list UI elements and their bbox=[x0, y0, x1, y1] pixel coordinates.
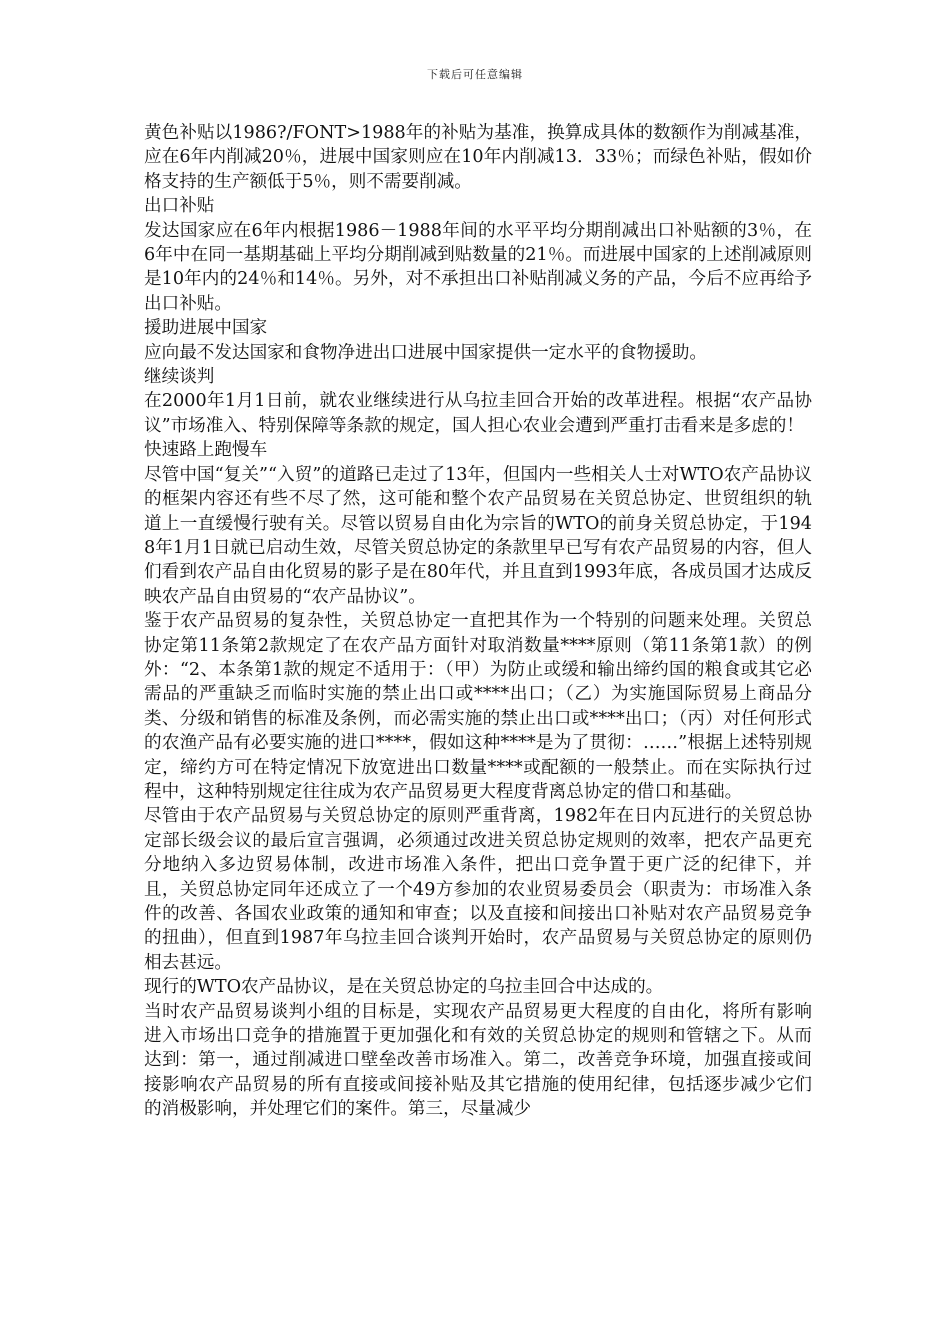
paragraph-current-agreement: 现行的WTO农产品协议，是在关贸总协定的乌拉圭回合中达成的。 bbox=[144, 977, 664, 998]
heading-continued-negotiation: 继续谈判 bbox=[144, 367, 215, 388]
heading-slow-car-fast-road: 快速路上跑慢车 bbox=[144, 440, 268, 461]
paragraph-gatt-history: 尽管中国“复关”“入贸”的道路已走过了13年，但国内一些相关人士对WTO农产品协议的框架内容还有些不尽了然，这可能和整个农产品贸易在关贸总协定、世贸组织的轨道上一直缓慢行驶有关。尽管以贸易自由化为宗旨的WTO的前身关贸总协定，于1948年1月1日就已启动生效，尽管关贸总协定的条款里早已写有农产品贸易的内容，但人们看到农产品自由化贸易的影子是在80年代，并且直到1993年底，各成员国才达成反映农产品自由贸易的“农产品协议”。 bbox=[144, 464, 812, 607]
page-header-note: 下载后可任意编辑 bbox=[427, 68, 523, 81]
paragraph-continued-negotiation: 在2000年1月1日前，就农业继续进行从乌拉圭回合开始的改革进程。根据“农产品协议”市场准入、特别保障等条款的规定，国人担心农业会遭到严重打击看来是多虑的！ bbox=[144, 391, 812, 436]
heading-aid-developing: 援助进展中国家 bbox=[144, 318, 268, 339]
document-body bbox=[144, 121, 812, 1122]
paragraph-1982-ministerial: 尽管由于农产品贸易与关贸总协定的原则严重背离，1982年在日内瓦进行的关贸总协定部长级会议的最后宣言强调，必须通过改进关贸总协定规则的效率，把农产品更充分地纳入多边贸易体制，改进市场准入条件，把出口竞争置于更广泛的纪律下，并且，关贸总协定同年还成立了一个49方参加的农业贸易委员会（职责为：市场准入条件的改善、各国农业政策的通知和审查；以及直接和间接出口补贴对农产品贸易竞争的扭曲），但直到1987年乌拉圭回合谈判开始时，农产品贸易与关贸总协定的原则仍相去甚远。 bbox=[144, 806, 812, 973]
paragraph-green-subsidy: 黄色补贴以1986?/FONT>1988年的补贴为基准，换算成具体的数额作为削减基准，应在6年内削减20％，进展中国家则应在10年内削减13．33％；而绿色补贴，假如价格支持的生产额低于5％，则不需要削减。 bbox=[144, 123, 812, 192]
paragraph-negotiation-goals: 当时农产品贸易谈判小组的目标是，实现农产品贸易更大程度的自由化，将所有影响进入市场出口竞争的措施置于更加强化和有效的关贸总协定的规则和管辖之下。从而达到：第一，通过削减进口壁垒改善市场准入。第二，改善竞争环境，加强直接或间接影响农产品贸易的所有直接或间接补贴及其它措施的使用纪律，包括逐步减少它们的消极影响，并处理它们的案件。第三，尽量减少 bbox=[144, 1001, 812, 1120]
paragraph-food-aid: 应向最不发达国家和食物净进出口进展中国家提供一定水平的食物援助。 bbox=[144, 342, 708, 363]
paragraph-article-11: 鉴于农产品贸易的复杂性，关贸总协定一直把其作为一个特别的问题来处理。关贸总协定第11条第2款规定了在农产品方面针对取消数量****原则（第11条第1款）的例外：“2、本条第1款的规定不适用于：（甲）为防止或缓和输出缔约国的粮食或其它必需品的严重缺乏而临时实施的禁止出口或****出口；（乙）为实施国际贸易上商品分类、分级和销售的标准及条例，而必需实施的禁止出口或****出口；（丙）对任何形式的农渔产品有必要实施的进口****，假如这种****是为了贯彻：……”根据上述特别规定，缔约方可在特定情况下放宽进出口数量****或配额的一般禁止。而在实际执行过程中，这种特别规定往往成为农产品贸易更大程度背离总协定的借口和基础。 bbox=[144, 611, 812, 802]
heading-export-subsidy: 出口补贴 bbox=[144, 196, 215, 217]
paragraph-export-subsidy: 发达国家应在6年内根据1986－1988年间的水平平均分期削减出口补贴额的3％，在6年中在同一基期基础上平均分期削减到贴数量的21％。而进展中国家的上述削减原则是10年内的24％和14％。另外，对不承担出口补贴削减义务的产品，今后不应再给予出口补贴。 bbox=[144, 220, 812, 314]
